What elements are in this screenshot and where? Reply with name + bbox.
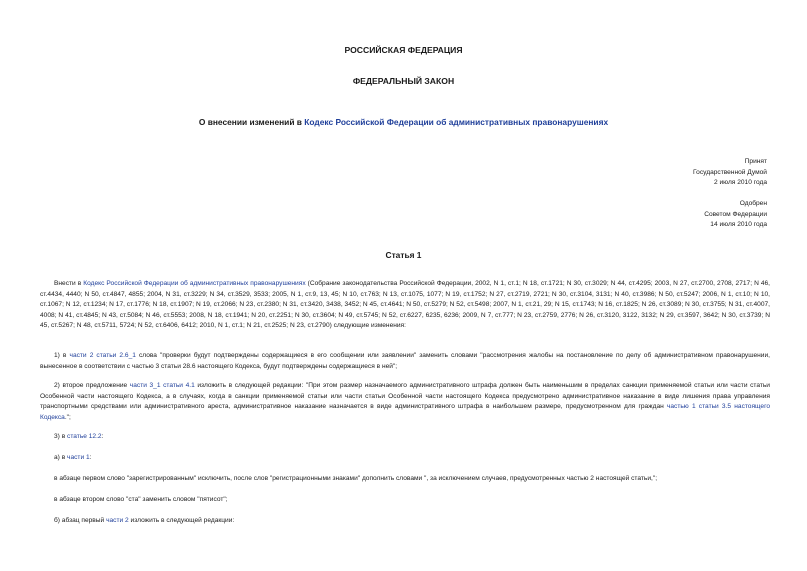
item-1-text-b: слова "проверки будут подтверждены содержащиеся в его сообщении или заявлении" заменить словами "рассмотрения жалобы на постановление по делу об административном правонарушении, вынесенное в соответствии с частью 3 статьи 28.6 настоящего Кодекса, будут подтверждены содержащиеся в ней"; [40,352,771,370]
intro-text-b: (Собрание законодательства Российской Федерации, 2002, N 1, ст.1; N 18, ст.1721; N 30, ст.3029; N 44, ст.4295; 2003, N 27, ст.2700, 2708, 2717; N 46, ст.4434, 4440; N 50, ст.4847, 4855; 2004, N 31, ст.3229; N 34, ст.3529, 3533; 2005, N 1, ст.9, 13, 45; N 10, ст.763; N 13, ст.1075, 1077; N 19, ст.1752; N 27, ст.2719, 2721; N 30, ст.3104, 3131; N 40, ст.3986; N 50, ст.5247; 2006, N 1, ст.10; N 10, ст.1067; N 12, ст.1234; N 17, ст.1776; N 18, ст.1907; N 19, ст.2066; N 23, ст.2380; N 31, ст.3420, 3438, 3452; N 45, ст.4641; N 50, ст.5279; N 52, ст.5498; 2007, N 1, ст.21, 29; N 15, ст.1743; N 16, ст.1825; N 26, ст.3089; N 30, ст.3755; N 31, ст.4007, 4008; N 41, ст.4845; N 43, ст.5084; N 46, ст.5553; 2008, N 18, ст.1941; N 20, ст.2251; N 30, ст.3604; N 49, ст.5745; N 52, ст.6227, 6235, 6236; 2009, N 7, ст.777; N 23, ст.2759, 2776; N 26, ст.3120, 3122, 3132; N 29, ст.3597, 3642; N 30, ст.3739; N 45, ст.5267; N 48, ст.5711, 5724; N 52, ст.6406, 6412; 2010, N 1, ст.1; N 21, ст.2525; N 23, ст.2790) следующие изменения: [40,280,771,330]
item-2-text-a: 2) второе предложение [54,382,130,389]
approved-block [704,199,767,231]
country-heading: РОССИЙСКАЯ ФЕДЕРАЦИЯ [344,45,463,55]
item-3a-para-2: в абзаце втором слово "ста" заменить словом "пятисот"; [54,496,228,503]
item-3a-text-b: : [89,454,92,461]
item-2 [40,381,770,423]
item-2-text-b: изложить в следующей редакции: "При этом размер назначаемого административного штрафа должен быть наименьшим в пределах санкции применяемой статьи или части статьи Особенной части настоящего Кодекса, а в случаях, когда в санкции применяемой статьи или части статьи Особенной части настоящего Кодекса предусмотрено административное наказание в виде лишения права управления транспортными средствами или административного ареста, административное наказание назначается в виде административного штрафа в наибольшем размере, предусмотренном для граждан [40,382,770,411]
law-title [0,117,807,127]
item-3a-text-a: а) в [54,454,68,461]
intro-code-link[interactable]: Кодекс Российской Федерации об административных правонарушениях [83,280,306,287]
code-link[interactable]: Кодекс Российской Федерации об административных правонарушениях [304,117,609,127]
law-title-prefix: О внесении изменений в [198,117,305,127]
item-3b-text-a: б) абзац первый [54,517,107,524]
item-2-link-2[interactable]: частью 1 статьи 3.5 настоящего Кодекса [40,403,770,421]
adopted-date: 2 июля 2010 года [713,179,767,187]
approved-line-2: Советом Федерации [704,210,767,218]
item-3-text-b: : [101,433,104,440]
approved-date: 14 июля 2010 года [710,221,767,229]
item-1 [40,351,770,372]
item-3a-para-1: в абзаце первом слово "зарегистрированным" исключить, после слов "регистрационными знаками" дополнить словами ", за исключением случаев, предусмотренных частью 2 настоящей статьи,"; [54,475,658,482]
item-3a [40,453,770,464]
item-3a-link[interactable]: части 1 [67,454,90,461]
item-1-link[interactable]: части 2 статьи 2.6_1 [69,352,136,359]
article-intro [40,279,770,332]
item-2-text-c: ."; [64,413,71,421]
article-heading: Статья 1 [385,250,422,260]
adopted-line-1: Принят [744,158,767,165]
item-1-text-a: 1) в [54,352,70,359]
adopted-block [693,157,767,189]
item-3-text-a: 3) в [54,433,68,440]
item-3b [40,516,770,527]
doc-type-heading: ФЕДЕРАЛЬНЫЙ ЗАКОН [352,76,455,86]
item-3b-text-b: изложить в следующей редакции: [128,517,235,524]
adopted-line-2: Государственной Думой [693,168,767,176]
approved-line-1: Одобрен [739,200,767,207]
item-3-link[interactable]: статье 12.2 [67,433,102,440]
intro-text-a: Внести в [54,280,84,287]
item-3 [40,432,770,443]
item-3b-link[interactable]: части 2 [106,517,129,524]
item-2-link-1[interactable]: части 3_1 статьи 4.1 [129,382,195,389]
